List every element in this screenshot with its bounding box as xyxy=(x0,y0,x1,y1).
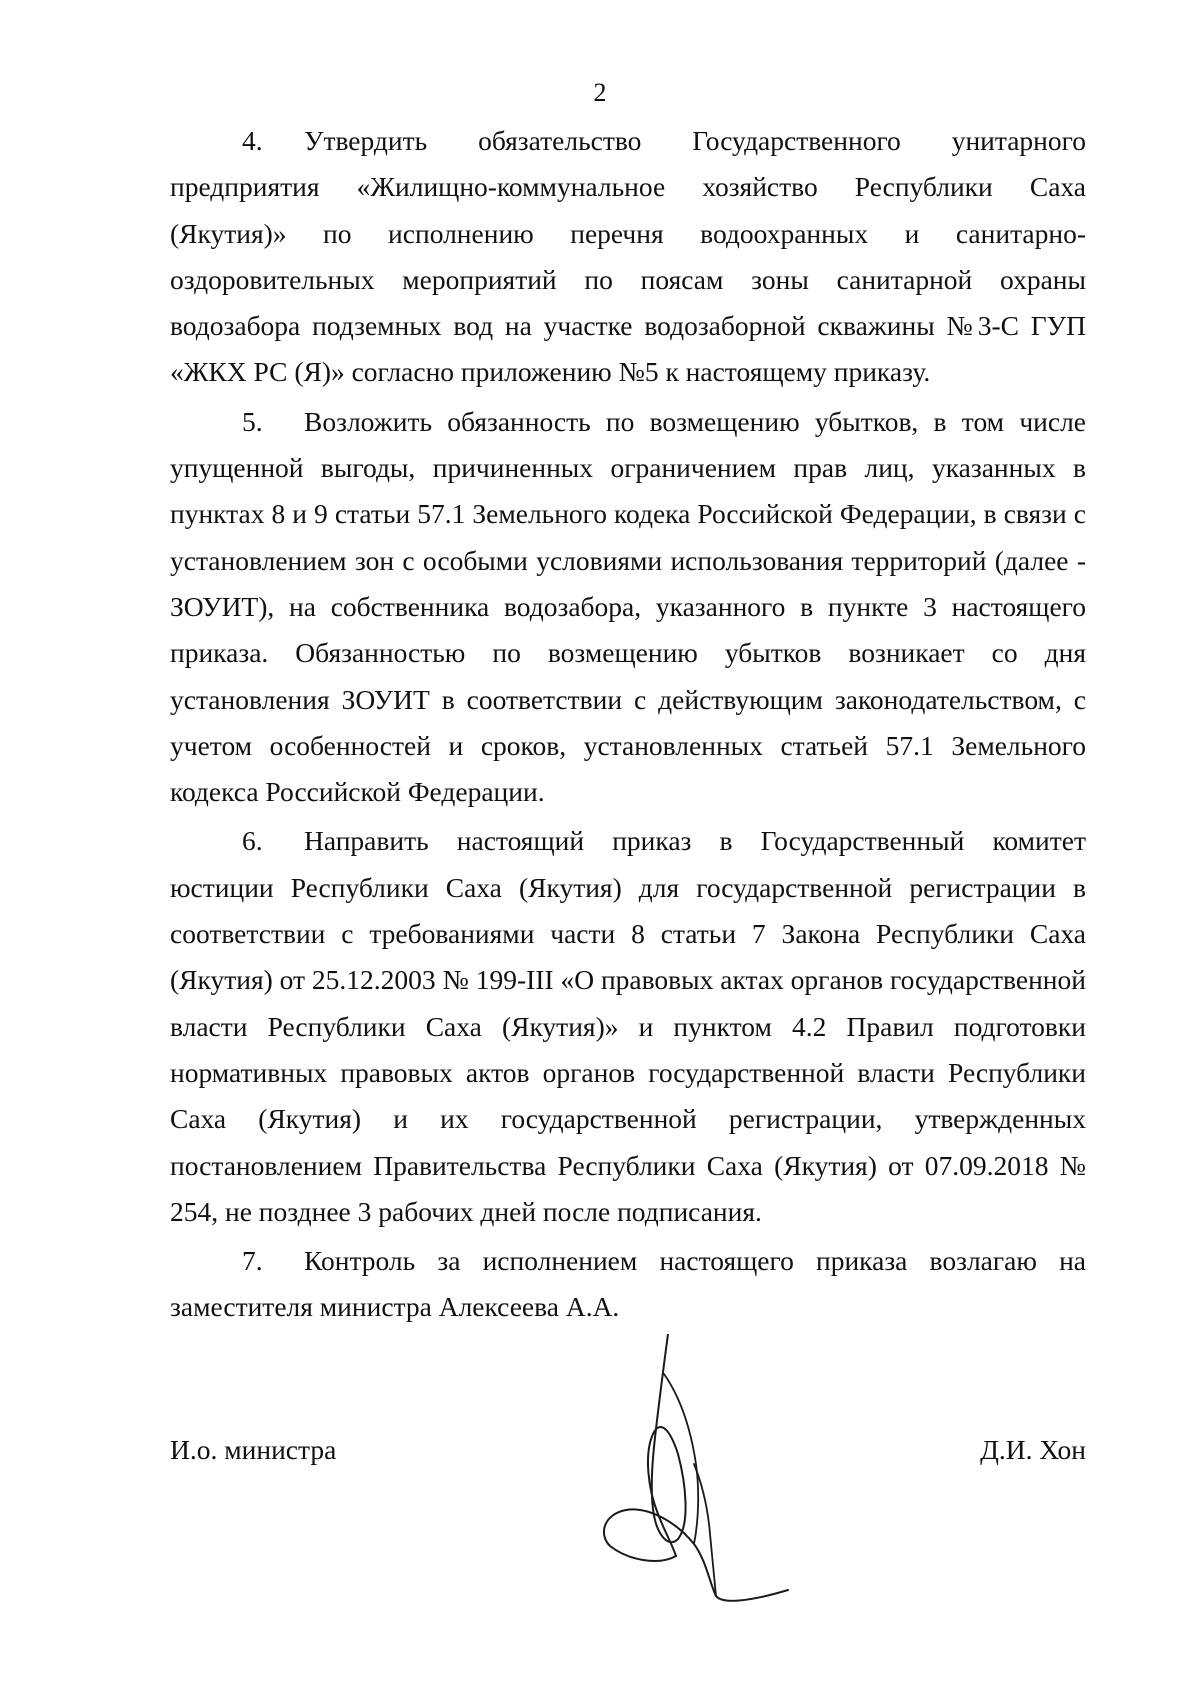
paragraph-7 xyxy=(170,1238,1086,1331)
paragraph-text: Направить настоящий приказ в Государственный комитет юстиции Республики Саха (Якутия) для государственной регистрации в соответствии с требованиями части 8 статьи 7 Закона Республики Саха (Якутия) от 25.12.2003 № 199-III «О правовых актах органов государственной власти Республики Саха (Якутия)» и пунктом 4.2 Правил подготовки нормативных правовых актов органов государственной власти Республики Саха (Якутия) и их государственной регистрации, утвержденных постановлением Правительства Республики Саха (Якутия) от 07.09.2018 № 254, не позднее 3 рабочих дней после подписания. xyxy=(170,825,1086,1227)
paragraph-text: Утвердить обязательство Государственного унитарного предприятия «Жилищно-коммунальное хозяйство Республики Саха (Якутия)» по исполнению перечня водоохранных и санитарно-оздоровительных мероприятий по поясам зоны санитарной охраны водозабора подземных вод на участке водозаборной скважины №3-С ГУП «ЖКХ РС (Я)» согласно приложению №5 к настоящему приказу. xyxy=(170,125,1086,388)
page-number: 2 xyxy=(593,78,607,107)
paragraph-number: 6. xyxy=(242,825,263,857)
paragraph-4 xyxy=(170,118,1086,396)
signatory-name: Д.И. Хон xyxy=(980,1434,1086,1465)
paragraph-text: Контроль за исполнением настоящего приказа возлагаю на заместителя министра Алексеева А.А. xyxy=(170,1245,1086,1323)
paragraph-text: Возложить обязанность по возмещению убытков, в том числе упущенной выгоды, причиненных ограничением прав лиц, указанных в пунктах 8 и 9 статьи 57.1 Земельного кодека Российской Федерации, в связи с установлением зон с особыми условиями использования территорий (далее - ЗОУИТ), на собственника водозабора, указанного в пункте 3 настоящего приказа. Обязанностью по возмещению убытков возникает со дня установления ЗОУИТ в соответствии с действующим законодательством, с учетом особенностей и сроков, установленных статьей 57.1 Земельного кодекса Российской Федерации. xyxy=(170,405,1086,808)
paragraph-number: 7. xyxy=(242,1245,263,1277)
paragraph-number: 4. xyxy=(242,125,263,156)
document-body xyxy=(170,118,1086,1331)
paragraph-6 xyxy=(170,818,1086,1235)
paragraph-5 xyxy=(170,399,1086,816)
signatory-role: И.о. министра xyxy=(170,1434,337,1465)
handwritten-signature xyxy=(598,1334,818,1604)
paragraph-number: 5. xyxy=(242,405,263,437)
